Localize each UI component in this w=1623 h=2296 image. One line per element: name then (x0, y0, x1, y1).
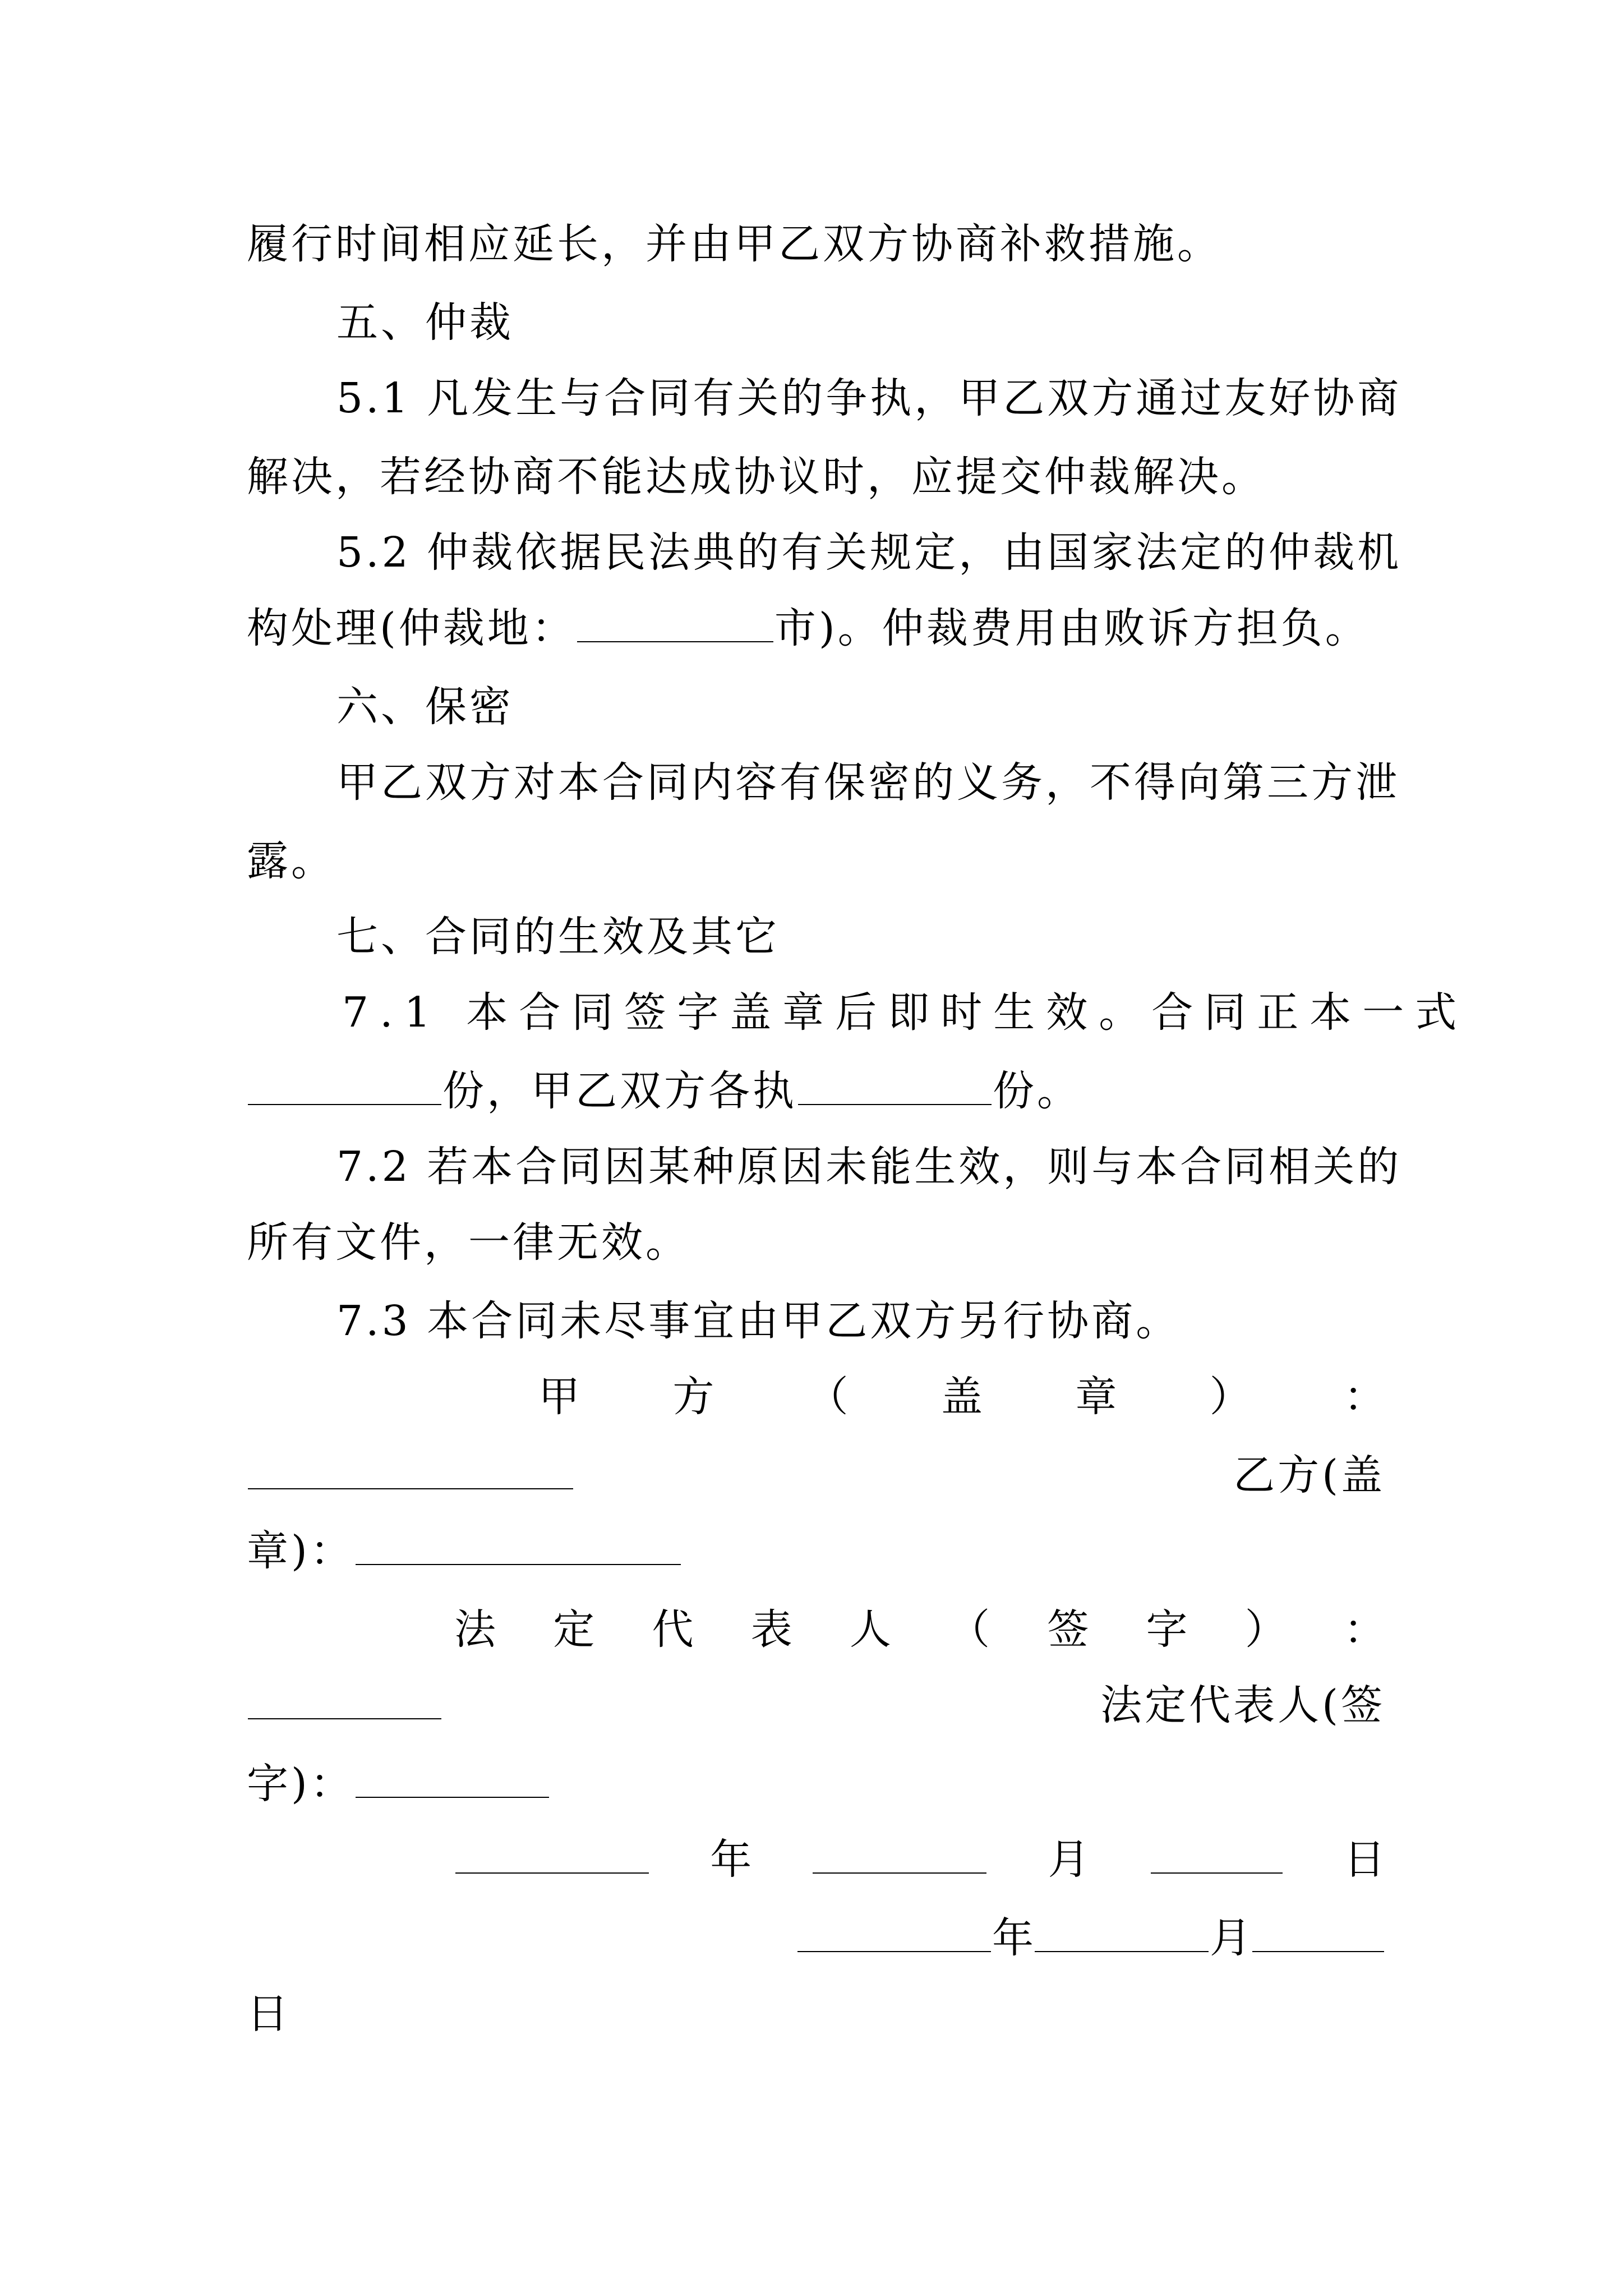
paragraph-line: 5.2 仲裁依据民法典的有关规定，由国家法定的仲裁机 (336, 528, 1402, 577)
section-heading: 五、仲裁 (336, 298, 514, 347)
section-heading: 七、合同的生效及其它 (336, 913, 780, 961)
paragraph-text: 构处理(仲裁地： (247, 604, 576, 652)
paragraph-line: 所有文件，一律无效。 (247, 1218, 690, 1267)
paragraph-line: 解决，若经协商不能达成协议时，应提交仲裁解决。 (247, 453, 1266, 501)
rep-a-char: 定 (553, 1605, 595, 1654)
blank-date-a-day (1151, 1838, 1283, 1874)
rep-a-char: 签 (1047, 1605, 1089, 1654)
date-day-label: 日 (1343, 1835, 1385, 1884)
rep-a-char: （ (948, 1605, 990, 1654)
date-year-label: 年 (992, 1914, 1034, 1962)
blank-party-b-seal (356, 1529, 681, 1565)
paragraph-line: 履行时间相应延长，并由甲乙双方协商补救措施。 (247, 220, 1221, 268)
date-month-label: 月 (1210, 1914, 1251, 1962)
party-a-seal-line (538, 1369, 1385, 1425)
rep-a-char: 代 (652, 1605, 694, 1654)
paragraph-line: 7.3 本合同未尽事宜由甲乙双方另行协商。 (336, 1297, 1181, 1345)
rep-b-label: 法定代表人(签 (1100, 1681, 1385, 1729)
rep-a-line (454, 1602, 1385, 1658)
paragraph-line: 甲乙双方对本合同内容有保密的义务，不得向第三方泄 (336, 758, 1400, 807)
paragraph-text: 市)。仲裁费用由败诉方担负。 (774, 604, 1370, 652)
rep-b-line (247, 1756, 550, 1812)
date-year-label: 年 (710, 1835, 752, 1884)
paragraph-line (247, 1063, 1081, 1119)
party-b-seal-label-end: 章)： (247, 1527, 354, 1575)
rep-a-char: 表 (750, 1605, 792, 1654)
party-b-seal-label: 乙方(盖 (1233, 1451, 1385, 1499)
blank-party-a-seal (248, 1453, 573, 1489)
rep-a-char: 法 (454, 1605, 496, 1654)
paragraph-text: 份。 (993, 1067, 1081, 1115)
paragraph-line: 7.1 本合同签字盖章后即时生效。合同正本一式 (342, 988, 1468, 1037)
blank-date-a-month (813, 1838, 986, 1874)
date-month-label: 月 (1048, 1835, 1090, 1884)
party-a-seal-char: 盖 (940, 1373, 983, 1421)
blank-date-b-month (1035, 1916, 1209, 1952)
paragraph-text: 份，甲乙双方各执 (442, 1067, 797, 1115)
party-a-seal-char: 方 (672, 1373, 714, 1421)
rep-a-char: ： (1343, 1605, 1385, 1654)
section-heading: 六、保密 (336, 683, 514, 731)
paragraph-line: 7.2 若本合同因某种原因未能生效，则与本合同相关的 (336, 1143, 1402, 1191)
paragraph-line: 露。 (247, 837, 335, 885)
rep-a-char: ） (1244, 1605, 1287, 1654)
paragraph-line: 5.1 凡发生与合同有关的争执，甲乙双方通过友好协商 (336, 374, 1402, 422)
rep-a-char: 人 (849, 1605, 891, 1654)
paragraph-line (247, 600, 1370, 656)
blank-rep-a-signature (248, 1683, 441, 1719)
date-b-day-line: 日 (247, 1990, 291, 2038)
party-a-seal-char: （ (806, 1373, 849, 1421)
blank-arbitration-city (577, 606, 773, 642)
rep-a-blank-line (247, 1677, 442, 1733)
rep-b-label-end: 字)： (247, 1760, 354, 1808)
blank-date-b-year (797, 1916, 991, 1952)
rep-a-char: 字 (1146, 1605, 1188, 1654)
blank-date-b-day (1252, 1916, 1384, 1952)
party-a-seal-char: ： (1343, 1373, 1385, 1421)
party-a-seal-char: 章 (1075, 1373, 1117, 1421)
date-b-line (796, 1910, 1385, 1966)
date-a-line (454, 1832, 1385, 1888)
blank-rep-b-signature (356, 1762, 549, 1798)
party-a-seal-blank-line (247, 1447, 574, 1503)
blank-date-a-year (455, 1838, 649, 1874)
party-a-seal-char: ） (1209, 1373, 1251, 1421)
blank-copies-each (798, 1069, 992, 1105)
party-a-seal-char: 甲 (538, 1373, 580, 1421)
blank-copies-total (248, 1069, 441, 1105)
party-b-seal-line (247, 1523, 682, 1579)
